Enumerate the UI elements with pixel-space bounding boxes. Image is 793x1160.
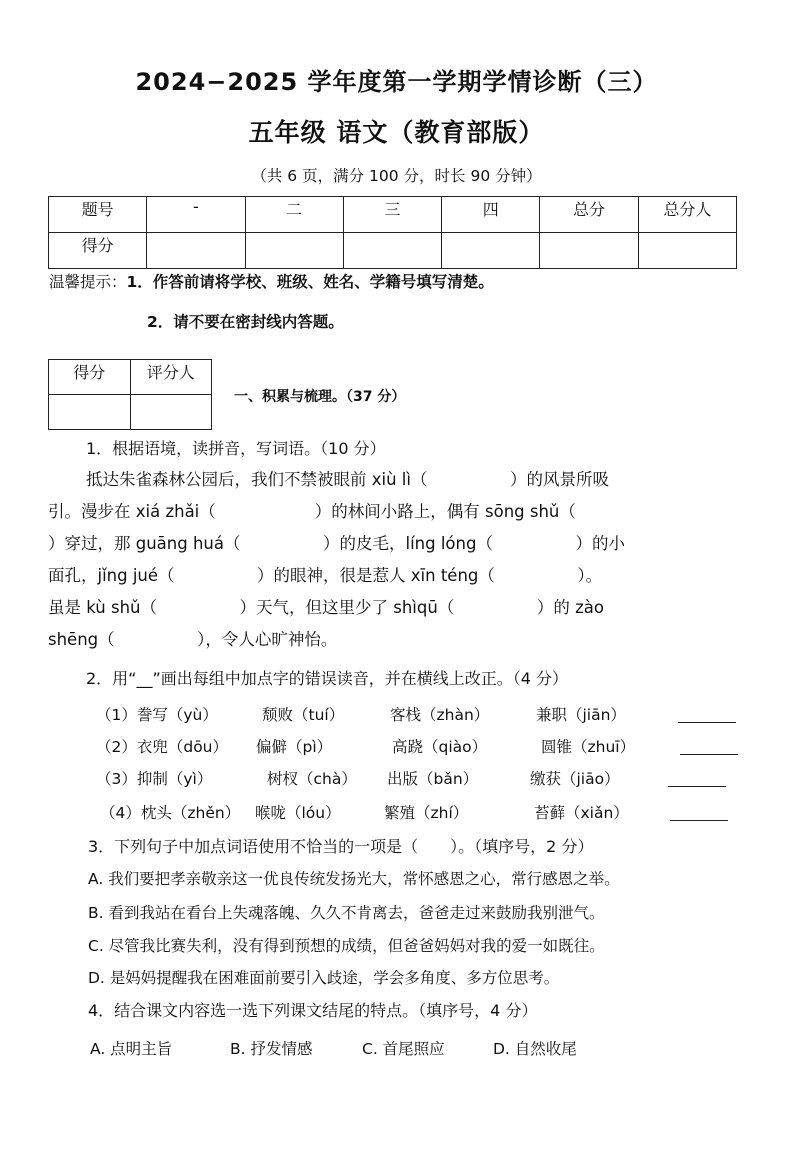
score-row-label: 得分 [49,233,147,269]
q4-option-d: D. 自然收尾 [493,1040,577,1058]
q2-row-2-item-3: 高跷（qiào） [392,738,488,756]
score-cell[interactable] [540,233,638,269]
score-header-cell: 四 [442,197,540,233]
score-header-cell: 题号 [49,197,147,233]
q3-option-a: A. 我们要把孝亲敬亲这一优良传统发扬光大，常怀感恩之心，常行感恩之举。 [88,870,620,888]
q2-row-4-answer-line[interactable] [670,803,728,822]
score-header-cell: 总分 [540,197,638,233]
q2-row-1-answer-line[interactable] [678,705,736,724]
q2-row-2-item-2: 偏僻（pì） [256,738,333,756]
score-table [48,196,737,269]
tips-item-2: 2．请不要在密封线内答题。 [147,313,344,331]
score-header-cell: 三 [343,197,441,233]
exam-meta: （共 6 页，满分 100 分，时长 90 分钟） [251,167,542,185]
q2-row-2-item-4: 圆锥（zhuī） [541,738,636,756]
tips-line-1 [49,270,494,292]
q1-line: ）穿过，那 guāng huá（ ）的皮毛，líng lóng（ ）的小 [48,534,625,553]
score-cell[interactable] [147,233,245,269]
q1-heading: 1．根据语境，读拼音，写词语。（10 分） [86,439,386,458]
q2-row-3-answer-line[interactable] [668,769,726,788]
q1-line: 抵达朱雀森林公园后，我们不禁被眼前 xiù lì（ ）的风景所吸 [86,470,609,489]
q2-row-1-item-1: （1）誊写（yù） [96,706,218,724]
exam-title: 2024−2025 学年度第一学期学情诊断（三） [135,68,658,96]
score-cell[interactable] [638,233,736,269]
score-table-score-row [49,233,737,269]
q4-option-a: A. 点明主旨 [90,1040,173,1058]
score-header-cell: 二 [245,197,343,233]
grader-table [48,359,212,430]
score-cell[interactable] [442,233,540,269]
q2-row-4-item-3: 繁殖（zhí） [384,804,469,822]
score-cell[interactable] [245,233,343,269]
exam-subtitle: 五年级 语文（教育部版） [248,118,545,147]
q2-row-2-answer-line[interactable] [680,737,738,756]
tips-item-1: 1．作答前请将学校、班级、姓名、学籍号填写清楚。 [126,273,494,291]
q2-row-1-item-2: 颓败（tuí） [262,706,345,724]
q1-line: shēng（ ），令人心旷神怡。 [48,630,338,649]
q2-row-2-item-1: （2）衣兜（dōu） [96,738,229,756]
q3-option-c: C. 尽管我比赛失利，没有得到预想的成绩，但爸爸妈妈对我的爱一如既往。 [88,937,605,955]
q1-paragraph [48,464,740,656]
q1-line: 虽是 kù shǔ（ ）天气，但这里少了 shìqū（ ）的 zào [48,598,604,617]
q4-option-b: B. 抒发情感 [230,1040,313,1058]
score-table-header-row [49,197,737,233]
q2-row-3-item-2: 树杈（chà） [267,770,357,788]
q2-heading: 2．用“__”画出每组中加点字的错误读音，并在横线上改正。（4 分） [86,669,569,688]
score-header-cell: 总分人 [638,197,736,233]
grader-name-label: 评分人 [130,360,212,395]
q2-row-3-item-3: 出版（bǎn） [387,770,479,788]
score-cell[interactable] [343,233,441,269]
tips-label: 温馨提示： [49,273,127,291]
q1-line: 面孔，jǐng jué（ ）的眼神，很是惹人 xīn téng（ ）。 [48,566,603,585]
score-header-cell: - [147,197,245,233]
q4-heading: 4．结合课文内容选一选下列课文结尾的特点。（填序号，4 分） [88,1001,538,1020]
q3-option-d: D. 是妈妈提醒我在困难面前要引入歧途，学会多角度、多方位思考。 [88,969,560,987]
q3-heading: 3．下列句子中加点词语使用不恰当的一项是（ ）。（填序号，2 分） [88,837,594,856]
section-1-title: 一、积累与梳理。（37 分） [234,389,406,405]
q2-row-3-item-4: 缴获（jiāo） [530,770,620,788]
q2-row-1-item-3: 客栈（zhàn） [390,706,490,724]
grader-score-label: 得分 [49,360,131,395]
q1-line: 引。漫步在 xiá zhǎi（ ）的林间小路上，偶有 sōng shǔ（ [48,502,576,521]
q2-row-4-item-4: 苔藓（xiǎn） [534,804,629,822]
q2-row-3-item-1: （3）抑制（yì） [96,770,213,788]
q2-row-4-item-2: 喉咙（lóu） [255,804,341,822]
q2-row-4-item-1: （4）枕头（zhěn） [100,804,241,822]
grader-score-cell[interactable] [49,395,131,430]
q2-row-1-item-4: 兼职（jiān） [536,706,626,724]
grader-name-cell[interactable] [130,395,212,430]
q3-option-b: B. 看到我站在看台上失魂落魄、久久不肯离去，爸爸走过来鼓励我别泄气。 [88,904,605,922]
q4-option-c: C. 首尾照应 [362,1040,445,1058]
